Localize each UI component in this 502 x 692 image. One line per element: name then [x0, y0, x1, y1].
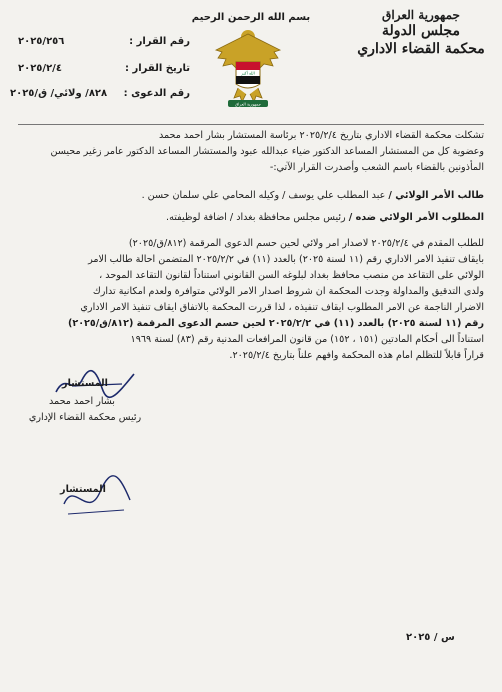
- decision-line: الولائي على التقاعد من منصب محافظ بغداد لبلوغه السن القانوني استناداً لقانون التقاعد الموحد ،: [99, 270, 484, 281]
- formation-line: المأذونين بالقضاء باسم الشعب وأصدرت القرار الآتي:-: [269, 162, 484, 173]
- respondent-line: [18, 210, 484, 226]
- signature-name: بشار احمد محمد: [49, 396, 115, 407]
- decision-no-label: رقم القرار :: [129, 36, 190, 47]
- respondent-text: رئيس مجلس محافظة بغداد / اضافة لوظيفته.: [166, 212, 346, 223]
- decision-line: ولدى التدقيق والمداولة وجدت المحكمة ان شروط اصدار الامر الولائي متوافرة ولعدم امكانية تدارك: [92, 286, 484, 297]
- svg-text:جمهورية العراق: جمهورية العراق: [235, 101, 261, 107]
- decision-date-label: تاريخ القرار :: [125, 63, 190, 74]
- applicant-line: [18, 188, 484, 204]
- applicant-label: طالب الأمر الولائي /: [388, 190, 484, 201]
- footer-reference: س / ٢٠٢٥: [406, 632, 455, 643]
- decision-no-value: ٢٠٢٥/٢٥٦: [18, 36, 65, 47]
- court-header: [346, 8, 496, 58]
- iraq-coat-of-arms-icon: [214, 26, 282, 110]
- stamp-title: المستشار: [60, 484, 106, 495]
- court-country: جمهورية العراق: [382, 8, 460, 22]
- formation-line: وعضوية كل من المستشار المساعد الدكتور ضياء عبدالله عبود والمستشار المساعد الدكتور عامر زغير محيسن: [50, 146, 484, 157]
- decision-line: الاضرار الناجمة عن الامر المطلوب ايقاف تنفيذه ، لذا قررت المحكمة بالاتفاق ايقاف تنفيذ الامر الاداري: [80, 302, 484, 313]
- decision-date-value: ٢٠٢٥/٢/٤: [18, 63, 62, 74]
- decision-line: بايقاف تنفيذ الامر الاداري رقم (١١ لسنة ٢٠٢٥) بالعدد (١١) في ٢٠٢٥/٢/٢ المتضمن احالة طالب الامر: [88, 254, 484, 265]
- svg-text:الله أكبر: الله أكبر: [241, 70, 255, 76]
- decision-line: للطلب المقدم في ٢٠٢٥/٢/٤ لاصدار امر ولائي لحين حسم الدعوى المرقمة (٨١٢/ق/٢٠٢٥): [128, 238, 484, 249]
- formation-paragraph: [18, 128, 484, 176]
- decision-line: قراراً قابلاً للتظلم امام هذه المحكمة وافهم علناً بتاريخ ٢٠٢٥/٢/٤.: [229, 350, 484, 361]
- basmala: بسم الله الرحمن الرحيم: [191, 12, 311, 23]
- formation-line: تشكلت محكمة القضاء الاداري بتاريخ ٢٠٢٥/٢/٤ برئاسة المستشار بشار احمد محمد: [158, 130, 484, 141]
- applicant-text: عبد المطلب علي يوسف / وكيله المحامي علي سلمان حسن .: [141, 190, 386, 201]
- court-council: مجلس الدولة: [382, 23, 460, 39]
- signature-role: رئيس محكمة القضاء الإداري: [28, 412, 142, 423]
- official-stamp: [58, 470, 134, 530]
- court-name: محكمة القضاء الاداري: [357, 40, 485, 57]
- decision-line: رقم (١١ لسنة ٢٠٢٥) بالعدد (١١) في ٢٠٢٥/٢/٢ لحين حسم الدعوى المرقمة (٨١٢/ق/٢٠٢٥): [67, 318, 484, 329]
- header-divider: [18, 124, 484, 125]
- case-no-label: رقم الدعوى :: [123, 88, 190, 99]
- decision-paragraph: [18, 236, 484, 364]
- case-no-value: ٨٢٨/ ولائي/ ق/٢٠٢٥: [10, 88, 108, 99]
- respondent-label: المطلوب الأمر الولائي ضده /: [348, 212, 484, 223]
- signature-title: المستشار: [62, 378, 108, 389]
- decision-line: استناداً الى أحكام المادتين (١٥١ ، ١٥٢) من قانون المرافعات المدنية رقم (٨٣) لسنة ١٩٦٩: [130, 334, 484, 345]
